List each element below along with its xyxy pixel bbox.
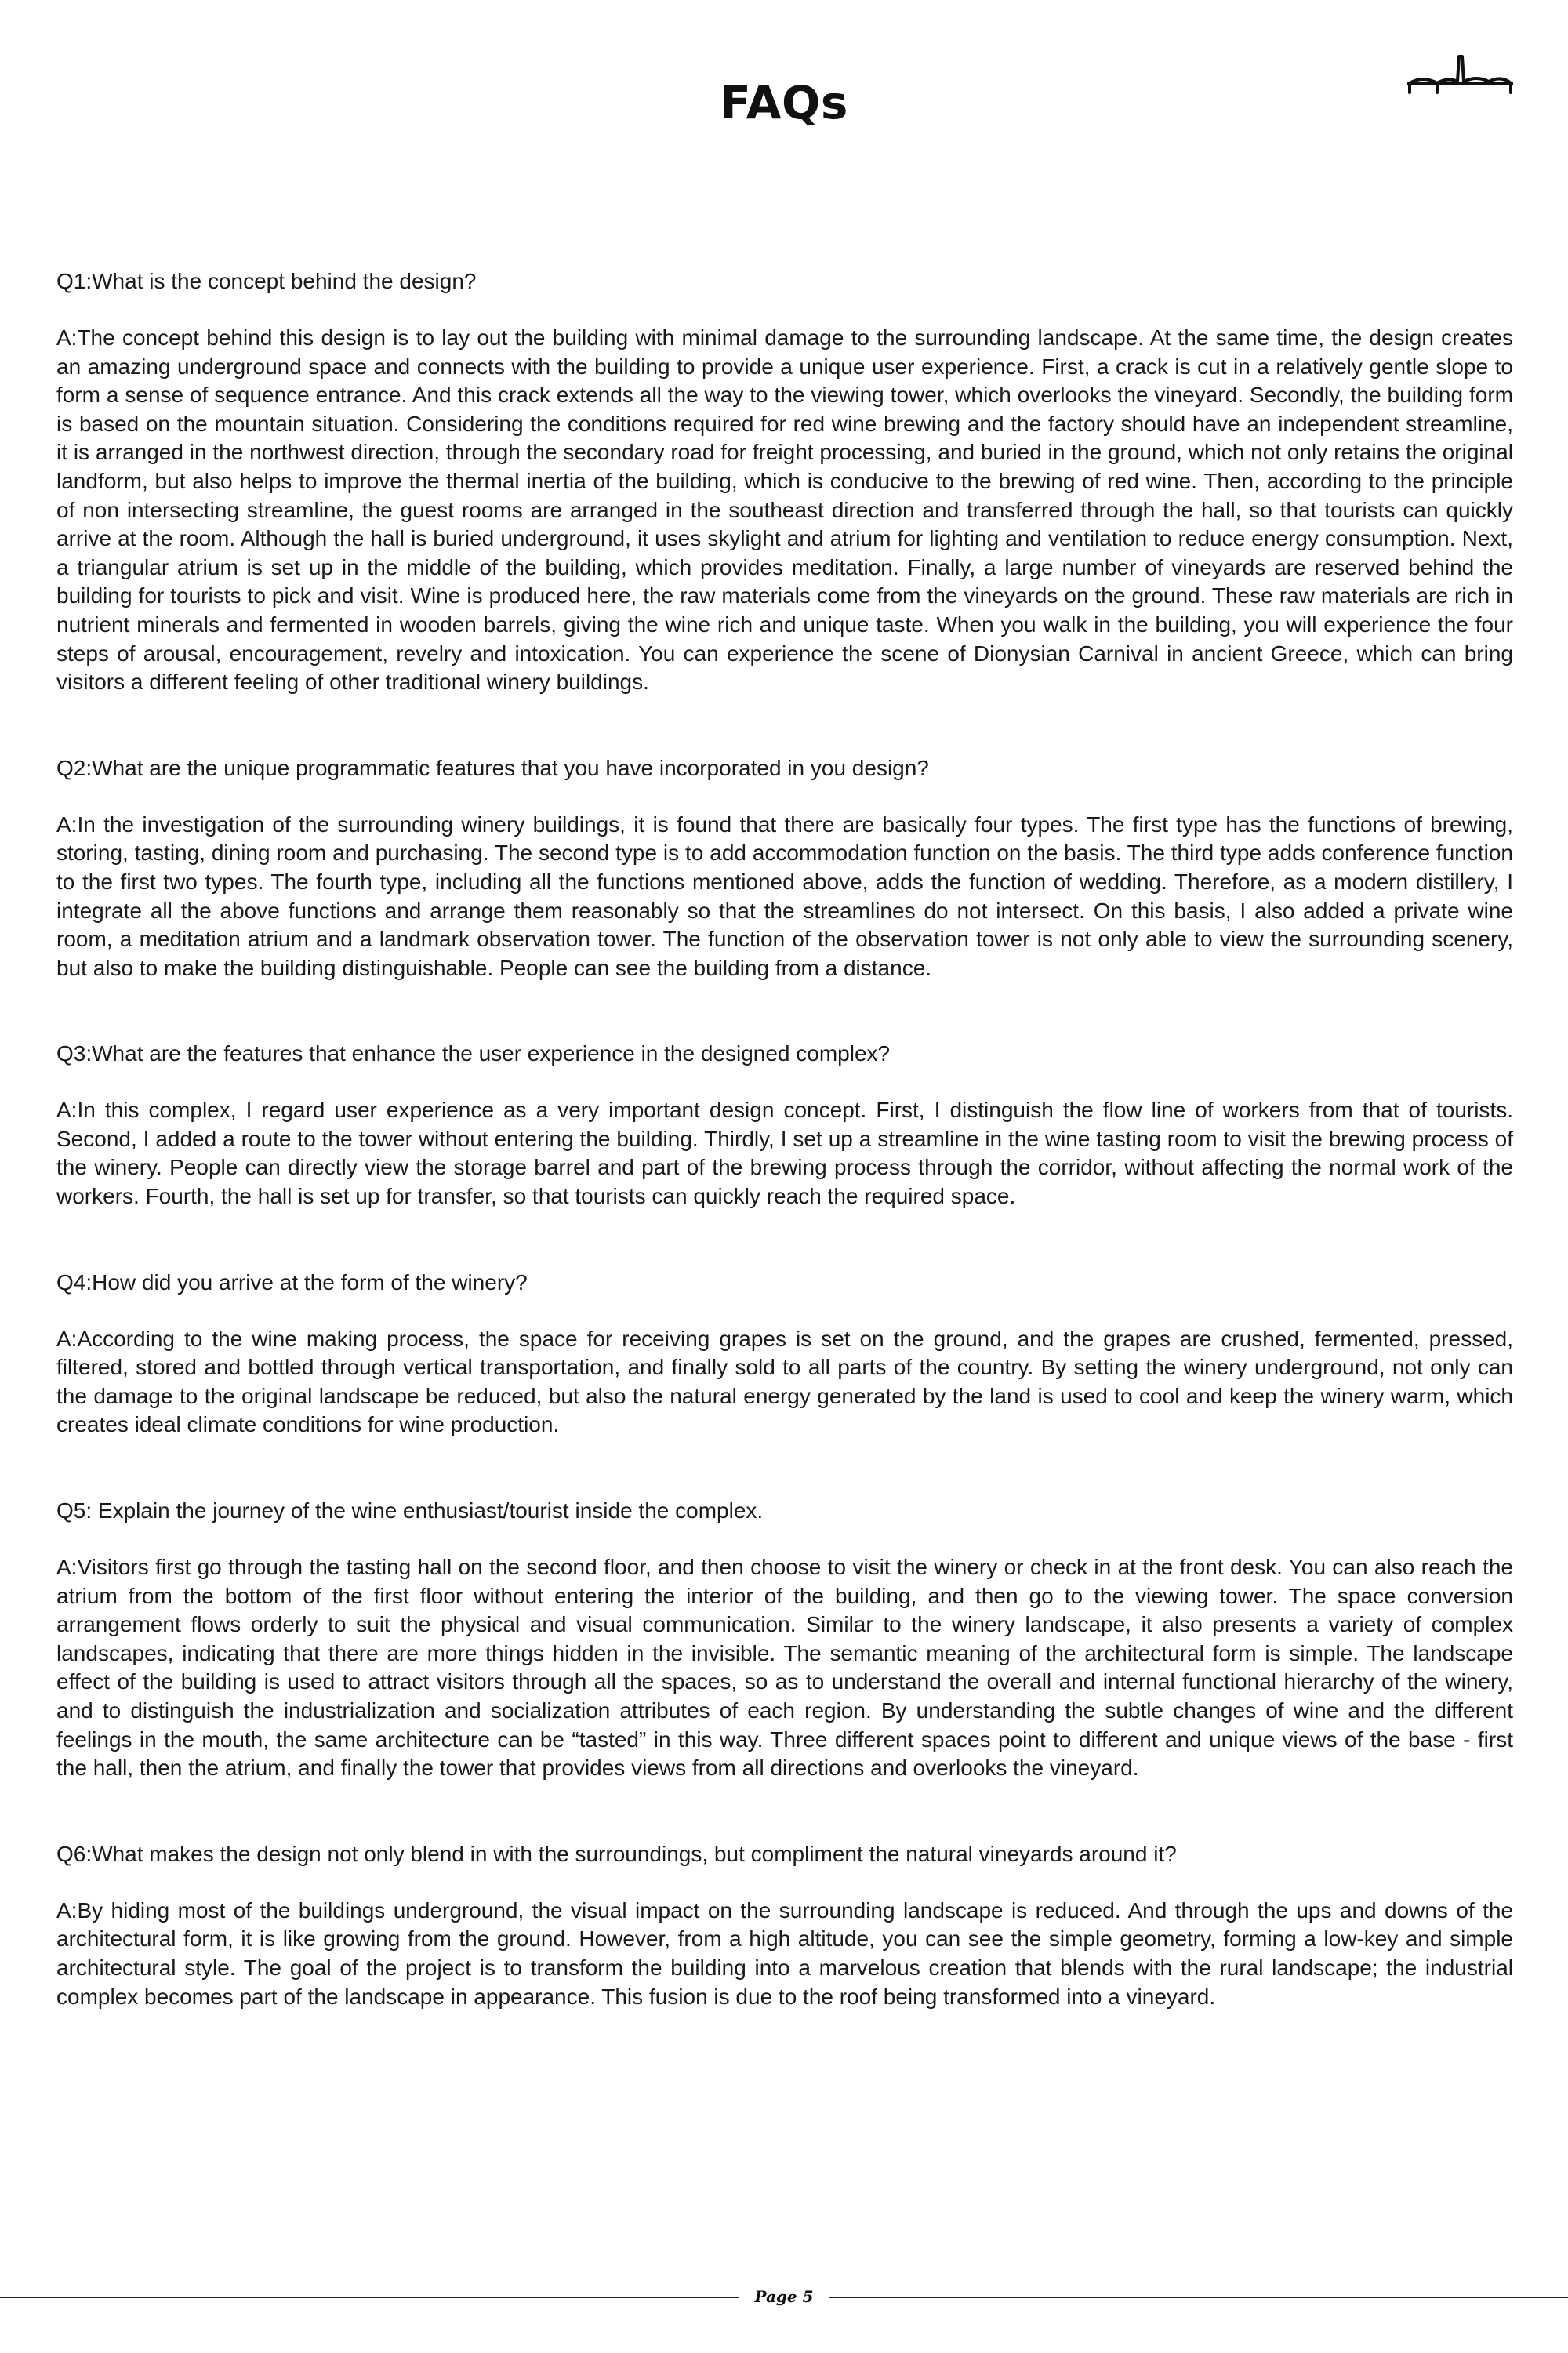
- page-number: Page 5: [754, 2287, 814, 2306]
- faq-item-q6: [56, 1839, 1513, 2011]
- faq-item-q3: [56, 1039, 1513, 1211]
- faq-answer: A:In the investigation of the surrounding winery buildings, it is found that there are basically four types. The first type has the functions of brewing, storing, tasting, dining room and purchasing. The second type is to add accommodation function on the basis. The third type adds conference function to the first two types. The fourth type, including all the functions mentioned above, adds the function of wedding. Therefore, as a modern distillery, I integrate all the above functions and arrange them reasonably so that the streamlines do not intersect. On this basis, I also added a private wine room, a meditation atrium and a landmark observation tower. The function of the observation tower is not only able to view the surrounding scenery, but also to make the building distinguishable. People can see the building from a distance.: [56, 812, 1513, 980]
- faq-question: Q4:How did you arrive at the form of the winery?: [56, 1269, 528, 1295]
- faq-question: Q2:What are the unique programmatic features that you have incorporated in you design?: [56, 755, 929, 780]
- faq-question: Q1:What is the concept behind the design?: [56, 269, 477, 293]
- faq-question: Q5: Explain the journey of the wine enthusiast/tourist inside the complex.: [56, 1498, 764, 1523]
- winery-tower-logo-icon: [1407, 52, 1513, 99]
- faq-list: [56, 267, 1513, 2068]
- faq-question: Q3:What are the features that enhance the user experience in the designed complex?: [56, 1041, 891, 1066]
- faq-question: Q6:What makes the design not only blend in with the surroundings, but compliment the natural vineyards around it?: [56, 1841, 1177, 1866]
- footer-rule-left: [0, 2297, 739, 2298]
- faq-item-q4: [56, 1268, 1513, 1440]
- faq-item-q5: [56, 1496, 1513, 1783]
- page-title: FAQs: [720, 75, 848, 129]
- page-footer: [0, 2282, 1568, 2313]
- faq-item-q1: [56, 267, 1513, 697]
- faq-item-q2: [56, 753, 1513, 983]
- faq-answer: A:Visitors first go through the tasting hall on the second floor, and then choose to visit the winery or check in at the front desk. You can also reach the atrium from the bottom of the first floor without entering the interior of the building, and then go to the viewing tower. The space conversion arrangement flows orderly to suit the physical and visual communication. Similar to the winery landscape, it also presents a variety of complex landscapes, indicating that there are more things hidden in the invisible. The semantic meaning of the architectural form is simple. The landscape effect of the building is used to attract visitors through all the spaces, so as to understand the overall and internal functional hierarchy of the winery, and to distinguish the industrialization and socialization attributes of each region. By understanding the subtle changes of wine and the different feelings in the mouth, the same architecture can be “tasted” in this way. Three different spaces point to different and unique views of the base - first the hall, then the atrium, and finally the tower that provides views from all directions and overlooks the vineyard.: [56, 1555, 1513, 1781]
- faq-answer: A:The concept behind this design is to lay out the building with minimal damage to the surrounding landscape. At the same time, the design creates an amazing underground space and connects with the building to provide a unique user experience. First, a crack is cut in a relatively gentle slope to form a sense of sequence entrance. And this crack extends all the way to the viewing tower, which overlooks the vineyard. Secondly, the building form is based on the mountain situation. Considering the conditions required for red wine brewing and the factory should have an independent streamline, it is arranged in the northwest direction, through the secondary road for freight processing, and buried in the ground, which not only retains the original landform, but also helps to improve the thermal inertia of the building, which is conducive to the brewing of red wine. Then, according to the principle of non intersecting streamline, the guest rooms are arranged in the southeast direction and transferred through the hall, so that tourists can quickly arrive at the room. Although the hall is buried underground, it uses skylight and atrium for lighting and ventilation to reduce energy consumption. Next, a triangular atrium is set up in the middle of the building, which provides meditation. Finally, a large number of vineyards are reserved behind the building for tourists to pick and visit. Wine is produced here, the raw materials come from the vineyards on the ground. These raw materials are rich in nutrient minerals and fermented in wooden barrels, giving the wine rich and unique taste. When you walk in the building, you will experience the four steps of arousal, encouragement, revelry and intoxication. You can experience the scene of Dionysian Carnival in ancient Greece, which can bring visitors a different feeling of other traditional winery buildings.: [56, 325, 1513, 695]
- faq-answer: A:According to the wine making process, the space for receiving grapes is set on the ground, and the grapes are crushed, fermented, pressed, filtered, stored and bottled through vertical transportation, and finally sold to all parts of the country. By setting the winery underground, not only can the damage to the original landscape be reduced, but also the natural energy generated by the land is used to cool and keep the winery warm, which creates ideal climate conditions for wine production.: [56, 1326, 1513, 1437]
- faq-answer: A:In this complex, I regard user experience as a very important design concept. First, I distinguish the flow line of workers from that of tourists. Second, I added a route to the tower without entering the building. Thirdly, I set up a streamline in the wine tasting room to visit the brewing process of the winery. People can directly view the storage barrel and part of the brewing process through the corridor, without affecting the normal work of the workers. Fourth, the hall is set up for transfer, so that tourists can quickly reach the required space.: [56, 1098, 1513, 1209]
- footer-rule-right: [829, 2297, 1568, 2298]
- faq-answer: A:By hiding most of the buildings underground, the visual impact on the surrounding landscape is reduced. And through the ups and downs of the architectural form, it is like growing from the ground. However, from a high altitude, you can see the simple geometry, forming a low-key and simple architectural style. The goal of the project is to transform the building into a marvelous creation that blends with the rural landscape; the industrial complex becomes part of the landscape in appearance. This fusion is due to the roof being transformed into a vineyard.: [56, 1897, 1513, 2009]
